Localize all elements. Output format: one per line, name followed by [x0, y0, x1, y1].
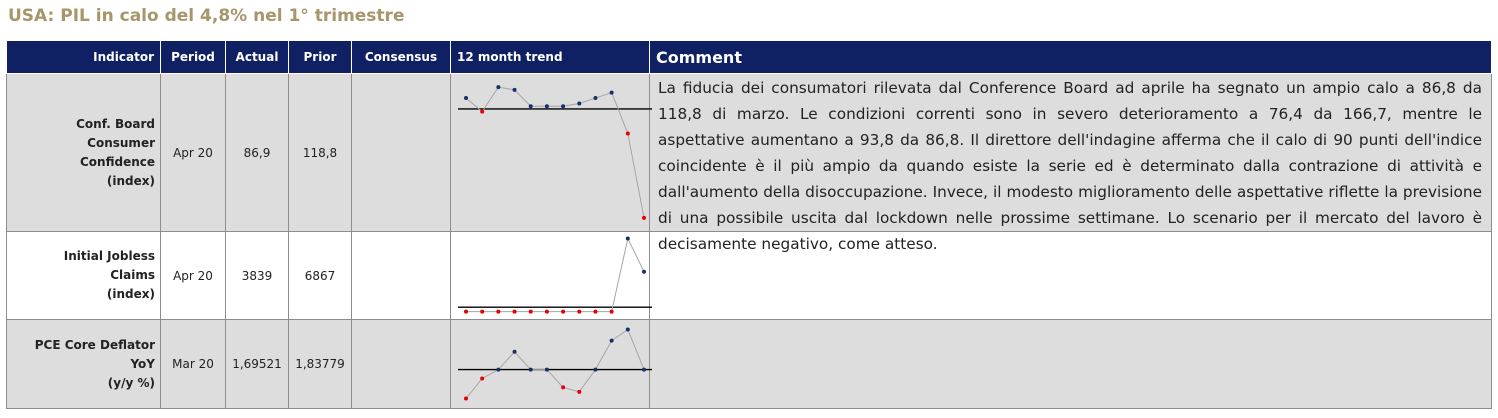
data-point — [480, 376, 484, 380]
data-point — [610, 91, 614, 95]
header-actual[interactable]: Actual — [226, 41, 289, 74]
data-point — [642, 270, 646, 274]
data-point — [642, 368, 646, 372]
period-cell: Mar 20 — [161, 320, 226, 409]
data-point — [496, 85, 500, 89]
trend-cell — [451, 320, 650, 409]
data-point — [545, 104, 549, 108]
consensus-cell — [352, 320, 451, 409]
indicator-unit: (index) — [106, 173, 155, 188]
sparkline-chart — [456, 74, 654, 231]
data-point — [545, 310, 549, 314]
data-point — [513, 310, 517, 314]
actual-cell: 1,69521 — [226, 320, 289, 409]
prior-cell: 1,83779 — [289, 320, 352, 409]
indicator-label: YoY — [130, 356, 155, 371]
table-row — [7, 320, 1492, 409]
data-point — [529, 368, 533, 372]
data-point — [496, 368, 500, 372]
indicator-label: Confidence — [79, 154, 155, 169]
trend-line — [466, 329, 644, 398]
period-cell: Apr 20 — [161, 74, 226, 232]
data-point — [529, 310, 533, 314]
indicator-cell — [7, 232, 161, 320]
trend-line — [466, 87, 644, 218]
trend-line — [466, 238, 644, 311]
header-period[interactable]: Period — [161, 41, 226, 74]
data-point — [561, 385, 565, 389]
actual-cell: 3839 — [226, 232, 289, 320]
header-trend[interactable]: 12 month trend — [451, 41, 650, 74]
trend-cell — [451, 74, 650, 232]
data-point — [496, 310, 500, 314]
data-point — [513, 88, 517, 92]
prior-cell: 118,8 — [289, 74, 352, 232]
indicator-label: Conf. Board — [76, 116, 155, 131]
comment-cell — [650, 74, 1492, 253]
data-point — [593, 310, 597, 314]
data-point — [593, 96, 597, 100]
data-point — [610, 310, 614, 314]
header-comment[interactable]: Comment — [650, 41, 1492, 74]
data-point — [593, 368, 597, 372]
data-point — [626, 236, 630, 240]
indicator-label: Consumer — [87, 135, 155, 150]
indicator-label: Initial Jobless — [63, 249, 155, 263]
indicator-table — [6, 40, 1492, 409]
sparkline-chart — [456, 232, 654, 319]
data-point — [577, 310, 581, 314]
comment-cell — [650, 320, 1492, 409]
header-row — [7, 41, 1492, 74]
header-consensus[interactable]: Consensus — [352, 41, 451, 74]
page-title: USA: PIL in calo del 4,8% nel 1° trimestre — [8, 6, 405, 26]
data-point — [577, 390, 581, 394]
header-prior[interactable]: Prior — [289, 41, 352, 74]
indicator-label: Claims — [110, 268, 155, 282]
data-point — [561, 310, 565, 314]
data-point — [480, 310, 484, 314]
prior-cell: 6867 — [289, 232, 352, 320]
data-point — [464, 96, 468, 100]
indicator-label: PCE Core Deflator — [34, 337, 155, 352]
table-row — [7, 74, 1492, 232]
data-point — [626, 327, 630, 331]
consensus-cell — [352, 74, 451, 232]
sparkline-chart — [456, 320, 654, 408]
data-point — [561, 104, 565, 108]
trend-cell — [451, 232, 650, 320]
indicator-cell — [7, 320, 161, 409]
data-point — [513, 350, 517, 354]
indicator-unit: (y/y %) — [107, 375, 155, 390]
data-point — [529, 104, 533, 108]
data-point — [577, 102, 581, 106]
data-point — [642, 216, 646, 220]
indicator-cell — [7, 74, 161, 232]
period-cell: Apr 20 — [161, 232, 226, 320]
actual-cell: 86,9 — [226, 74, 289, 232]
indicator-unit: (index) — [106, 287, 155, 301]
data-point — [480, 110, 484, 114]
data-point — [464, 397, 468, 401]
consensus-cell — [352, 232, 451, 320]
header-indicator[interactable]: Indicator — [7, 41, 161, 74]
comment-text: La fiducia dei consumatori rilevata dal Conference Board ad aprile ha segnato un ampio calo a 86,8 da 118,8 di marzo. Le condizioni correnti sono in severo deterioramento a 76,4 da 166,7, mentre le aspettative aumentano a 93,8 da 86,8. Il direttore dell'indagine afferma che il calo di 90 punti dell'indice coincidente è il più ampio da quando esiste la serie ed è determinato dalla contrazione di attività e dall'aumento della disoccupazione. Invece, il modesto miglioramento delle aspettative riflette la previsione di una possibile uscita dal lockdown nelle prossime settimane. Lo scenario per il mercato del lavoro è decisamente negativo, come atteso. — [658, 78, 1482, 253]
data-point — [626, 131, 630, 135]
data-point — [464, 310, 468, 314]
data-point — [545, 368, 549, 372]
data-point — [610, 339, 614, 343]
